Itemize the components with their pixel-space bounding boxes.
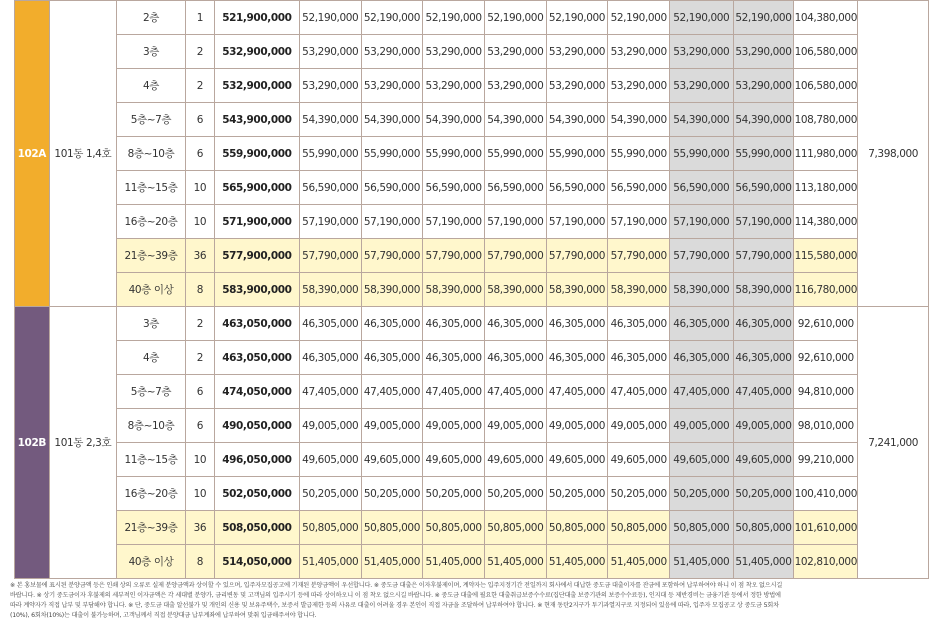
units-cell: 6: [185, 137, 214, 171]
installment-cell: 56,590,000: [733, 171, 794, 205]
installment-cell: 46,305,000: [361, 341, 423, 375]
price-cell: 514,050,000: [214, 545, 299, 579]
floor-cell: 40층 이상: [116, 545, 185, 579]
installment-cell: 46,305,000: [484, 307, 546, 341]
balance-cell: 102,810,000: [794, 545, 858, 579]
installment-cell: 50,205,000: [670, 477, 734, 511]
installment-cell: 49,605,000: [361, 443, 423, 477]
installment-cell: 57,190,000: [608, 205, 670, 239]
installment-cell: 51,405,000: [733, 545, 794, 579]
installment-cell: 56,590,000: [608, 171, 670, 205]
installment-cell: 50,805,000: [670, 511, 734, 545]
installment-cell: 57,190,000: [299, 205, 361, 239]
installment-cell: 57,790,000: [299, 239, 361, 273]
balance-cell: 98,010,000: [794, 409, 858, 443]
price-cell: 577,900,000: [214, 239, 299, 273]
installment-cell: 57,790,000: [733, 239, 794, 273]
installment-cell: 56,590,000: [546, 171, 608, 205]
installment-cell: 52,190,000: [608, 1, 670, 35]
installment-cell: 47,405,000: [733, 375, 794, 409]
installment-cell: 47,405,000: [670, 375, 734, 409]
units-cell: 1: [185, 1, 214, 35]
floor-cell: 3층: [116, 35, 185, 69]
installment-cell: 56,590,000: [670, 171, 734, 205]
price-cell: 502,050,000: [214, 477, 299, 511]
price-table: [14, 0, 929, 579]
installment-cell: 49,005,000: [608, 409, 670, 443]
floor-cell: 5층~7층: [116, 375, 185, 409]
installment-cell: 50,805,000: [546, 511, 608, 545]
dong-cell: 101동 2,3호: [49, 307, 116, 579]
table-row: [15, 205, 929, 239]
installment-cell: 55,990,000: [733, 137, 794, 171]
installment-cell: 55,990,000: [546, 137, 608, 171]
installment-cell: 55,990,000: [484, 137, 546, 171]
installment-cell: 49,005,000: [361, 409, 423, 443]
floor-cell: 21층~39층: [116, 511, 185, 545]
units-cell: 10: [185, 171, 214, 205]
price-cell: 532,900,000: [214, 69, 299, 103]
installment-cell: 54,390,000: [608, 103, 670, 137]
installment-cell: 47,405,000: [484, 375, 546, 409]
installment-cell: 50,205,000: [546, 477, 608, 511]
table-row: [15, 1, 929, 35]
table-row: [15, 341, 929, 375]
installment-cell: 53,290,000: [361, 69, 423, 103]
price-cell: 463,050,000: [214, 307, 299, 341]
units-cell: 36: [185, 511, 214, 545]
installment-cell: 51,405,000: [670, 545, 734, 579]
installment-cell: 57,790,000: [423, 239, 485, 273]
installment-cell: 46,305,000: [546, 341, 608, 375]
installment-cell: 47,405,000: [299, 375, 361, 409]
installment-cell: 55,990,000: [361, 137, 423, 171]
installment-cell: 50,205,000: [733, 477, 794, 511]
table-row: [15, 171, 929, 205]
installment-cell: 57,190,000: [484, 205, 546, 239]
installment-cell: 49,605,000: [670, 443, 734, 477]
units-cell: 2: [185, 35, 214, 69]
table-row: [15, 273, 929, 307]
price-cell: 543,900,000: [214, 103, 299, 137]
installment-cell: 50,805,000: [484, 511, 546, 545]
installment-cell: 57,790,000: [670, 239, 734, 273]
installment-cell: 55,990,000: [423, 137, 485, 171]
balance-cell: 92,610,000: [794, 341, 858, 375]
installment-cell: 51,405,000: [299, 545, 361, 579]
dong-cell: 101동 1,4호: [49, 1, 116, 307]
installment-cell: 46,305,000: [608, 307, 670, 341]
price-cell: 565,900,000: [214, 171, 299, 205]
price-cell: 532,900,000: [214, 35, 299, 69]
installment-cell: 52,190,000: [423, 1, 485, 35]
installment-cell: 46,305,000: [299, 341, 361, 375]
installment-cell: 55,990,000: [299, 137, 361, 171]
table-row: [15, 35, 929, 69]
installment-cell: 56,590,000: [484, 171, 546, 205]
installment-cell: 53,290,000: [423, 35, 485, 69]
installment-cell: 51,405,000: [608, 545, 670, 579]
floor-cell: 21층~39층: [116, 239, 185, 273]
installment-cell: 46,305,000: [733, 307, 794, 341]
installment-cell: 53,290,000: [546, 69, 608, 103]
price-cell: 496,050,000: [214, 443, 299, 477]
units-cell: 6: [185, 375, 214, 409]
floor-cell: 40층 이상: [116, 273, 185, 307]
installment-cell: 52,190,000: [546, 1, 608, 35]
price-cell: 508,050,000: [214, 511, 299, 545]
floor-cell: 11층~15층: [116, 443, 185, 477]
installment-cell: 57,790,000: [608, 239, 670, 273]
installment-cell: 51,405,000: [423, 545, 485, 579]
installment-cell: 55,990,000: [608, 137, 670, 171]
floor-cell: 8층~10층: [116, 137, 185, 171]
installment-cell: 58,390,000: [484, 273, 546, 307]
installment-cell: 49,605,000: [299, 443, 361, 477]
balance-cell: 111,980,000: [794, 137, 858, 171]
installment-cell: 46,305,000: [423, 307, 485, 341]
installment-cell: 49,605,000: [546, 443, 608, 477]
installment-cell: 57,790,000: [484, 239, 546, 273]
installment-cell: 53,290,000: [733, 35, 794, 69]
installment-cell: 49,605,000: [733, 443, 794, 477]
installment-cell: 50,805,000: [299, 511, 361, 545]
installment-cell: 53,290,000: [733, 69, 794, 103]
units-cell: 8: [185, 273, 214, 307]
installment-cell: 49,005,000: [733, 409, 794, 443]
installment-cell: 53,290,000: [546, 35, 608, 69]
table-row: [15, 477, 929, 511]
table-row: [15, 443, 929, 477]
table-row: [15, 137, 929, 171]
balance-cell: 104,380,000: [794, 1, 858, 35]
floor-cell: 11층~15층: [116, 171, 185, 205]
installment-cell: 50,205,000: [423, 477, 485, 511]
installment-cell: 56,590,000: [361, 171, 423, 205]
units-cell: 8: [185, 545, 214, 579]
installment-cell: 53,290,000: [299, 35, 361, 69]
installment-cell: 49,005,000: [299, 409, 361, 443]
floor-cell: 4층: [116, 341, 185, 375]
table-row: [15, 103, 929, 137]
installment-cell: 55,990,000: [670, 137, 734, 171]
installment-cell: 58,390,000: [299, 273, 361, 307]
installment-cell: 54,390,000: [670, 103, 734, 137]
price-cell: 474,050,000: [214, 375, 299, 409]
installment-cell: 52,190,000: [670, 1, 734, 35]
units-cell: 36: [185, 239, 214, 273]
installment-cell: 49,605,000: [608, 443, 670, 477]
installment-cell: 56,590,000: [423, 171, 485, 205]
installment-cell: 50,805,000: [423, 511, 485, 545]
installment-cell: 58,390,000: [423, 273, 485, 307]
balance-cell: 115,580,000: [794, 239, 858, 273]
installment-cell: 54,390,000: [361, 103, 423, 137]
installment-cell: 53,290,000: [608, 69, 670, 103]
installment-cell: 58,390,000: [670, 273, 734, 307]
balance-cell: 99,210,000: [794, 443, 858, 477]
installment-cell: 50,805,000: [733, 511, 794, 545]
balance-cell: 92,610,000: [794, 307, 858, 341]
floor-cell: 16층~20층: [116, 477, 185, 511]
balance-cell: 101,610,000: [794, 511, 858, 545]
floor-cell: 3층: [116, 307, 185, 341]
installment-cell: 52,190,000: [484, 1, 546, 35]
installment-cell: 58,390,000: [361, 273, 423, 307]
installment-cell: 52,190,000: [299, 1, 361, 35]
installment-cell: 47,405,000: [546, 375, 608, 409]
floor-cell: 8층~10층: [116, 409, 185, 443]
balance-cell: 106,580,000: [794, 35, 858, 69]
installment-cell: 57,190,000: [423, 205, 485, 239]
table-row: [15, 375, 929, 409]
balance-cell: 114,380,000: [794, 205, 858, 239]
price-cell: 571,900,000: [214, 205, 299, 239]
installment-cell: 54,390,000: [299, 103, 361, 137]
installment-cell: 57,190,000: [733, 205, 794, 239]
table-row: [15, 409, 929, 443]
installment-cell: 46,305,000: [670, 307, 734, 341]
installment-cell: 54,390,000: [546, 103, 608, 137]
installment-cell: 46,305,000: [608, 341, 670, 375]
balance-cell: 94,810,000: [794, 375, 858, 409]
installment-cell: 53,290,000: [361, 35, 423, 69]
units-cell: 6: [185, 409, 214, 443]
installment-cell: 46,305,000: [484, 341, 546, 375]
installment-cell: 54,390,000: [423, 103, 485, 137]
floor-cell: 5층~7층: [116, 103, 185, 137]
installment-cell: 49,005,000: [670, 409, 734, 443]
installment-cell: 50,205,000: [484, 477, 546, 511]
installment-cell: 47,405,000: [361, 375, 423, 409]
balance-cell: 106,580,000: [794, 69, 858, 103]
price-cell: 521,900,000: [214, 1, 299, 35]
units-cell: 10: [185, 205, 214, 239]
footnote-line: ※ 본 홍보물에 표시된 분양금액 등은 인쇄 상의 오류로 실제 분양금액과 상이할 수 있으며, 입주자모집공고에 기재된 분양금액이 우선합니다. ※ 중도금 대출은 이자후불제이며, 계약자는 입주지정기간 전일까지 회사에서 대납한 중도금 대출이자를 잔금에 포함하여 납부하여야 하니 이 점 착오 없으시길: [10, 582, 783, 589]
installment-cell: 49,605,000: [423, 443, 485, 477]
installment-cell: 58,390,000: [608, 273, 670, 307]
units-cell: 2: [185, 307, 214, 341]
group-balance-cell: 7,241,000: [858, 307, 929, 579]
installment-cell: 57,790,000: [361, 239, 423, 273]
installment-cell: 50,205,000: [608, 477, 670, 511]
footnotes: [10, 581, 920, 621]
installment-cell: 57,190,000: [546, 205, 608, 239]
installment-cell: 50,205,000: [361, 477, 423, 511]
installment-cell: 46,305,000: [423, 341, 485, 375]
installment-cell: 46,305,000: [299, 307, 361, 341]
installment-cell: 53,290,000: [608, 35, 670, 69]
installment-cell: 58,390,000: [546, 273, 608, 307]
installment-cell: 57,190,000: [361, 205, 423, 239]
table-row: [15, 545, 929, 579]
installment-cell: 46,305,000: [361, 307, 423, 341]
installment-cell: 53,290,000: [484, 69, 546, 103]
units-cell: 6: [185, 103, 214, 137]
installment-cell: 58,390,000: [733, 273, 794, 307]
balance-cell: 100,410,000: [794, 477, 858, 511]
installment-cell: 54,390,000: [484, 103, 546, 137]
installment-cell: 53,290,000: [423, 69, 485, 103]
floor-cell: 16층~20층: [116, 205, 185, 239]
installment-cell: 46,305,000: [733, 341, 794, 375]
installment-cell: 47,405,000: [608, 375, 670, 409]
installment-cell: 53,290,000: [484, 35, 546, 69]
price-cell: 583,900,000: [214, 273, 299, 307]
installment-cell: 52,190,000: [733, 1, 794, 35]
installment-cell: 52,190,000: [361, 1, 423, 35]
unit-type-cell: 102B: [15, 307, 50, 579]
installment-cell: 46,305,000: [546, 307, 608, 341]
footnote-line: 따라 계약자가 직접 납부 및 부담해야 합니다. ※ 단, 중도금 대출 알선불가 및 개인의 신용 및 보유주택수, 보증서 발급제한 등의 사유로 대출이 어려울 경우 본인이 직접 자금을 조달하여 납부하여야 합니다. ※ 현재 동탄2지구가 투기과열지구로 지정되어 있음에 따라, 입주자 모집공고 상 중도금 5회차: [10, 602, 779, 609]
footnote-line: (10%), 6회차(10%)는 대출이 불가능하며, 고객님께서 직접 분양대금 납부계좌에 납부하여 맞춰 입금해주셔야 합니다.: [10, 612, 317, 619]
balance-cell: 113,180,000: [794, 171, 858, 205]
installment-cell: 49,005,000: [546, 409, 608, 443]
unit-type-cell: 102A: [15, 1, 50, 307]
installment-cell: 57,790,000: [546, 239, 608, 273]
installment-cell: 53,290,000: [299, 69, 361, 103]
installment-cell: 51,405,000: [484, 545, 546, 579]
floor-cell: 2층: [116, 1, 185, 35]
installment-cell: 46,305,000: [670, 341, 734, 375]
installment-cell: 51,405,000: [361, 545, 423, 579]
price-cell: 559,900,000: [214, 137, 299, 171]
installment-cell: 51,405,000: [546, 545, 608, 579]
units-cell: 10: [185, 477, 214, 511]
balance-cell: 108,780,000: [794, 103, 858, 137]
installment-cell: 49,005,000: [484, 409, 546, 443]
installment-cell: 49,005,000: [423, 409, 485, 443]
table-row: [15, 511, 929, 545]
units-cell: 10: [185, 443, 214, 477]
installment-cell: 47,405,000: [423, 375, 485, 409]
installment-cell: 49,605,000: [484, 443, 546, 477]
table-row: [15, 69, 929, 103]
units-cell: 2: [185, 341, 214, 375]
installment-cell: 50,805,000: [361, 511, 423, 545]
balance-cell: 116,780,000: [794, 273, 858, 307]
price-cell: 463,050,000: [214, 341, 299, 375]
floor-cell: 4층: [116, 69, 185, 103]
installment-cell: 54,390,000: [733, 103, 794, 137]
installment-cell: 53,290,000: [670, 35, 734, 69]
units-cell: 2: [185, 69, 214, 103]
installment-cell: 50,205,000: [299, 477, 361, 511]
installment-cell: 50,805,000: [608, 511, 670, 545]
table-row: [15, 239, 929, 273]
price-cell: 490,050,000: [214, 409, 299, 443]
installment-cell: 53,290,000: [670, 69, 734, 103]
group-balance-cell: 7,398,000: [858, 1, 929, 307]
installment-cell: 56,590,000: [299, 171, 361, 205]
footnote-line: 바랍니다. ※ 상기 중도금이자 후불제의 세부적인 이자금액은 각 세대별 분양가, 금리변동 및 고객님의 입주시기 등에 따라 상이하오니 이 점 착오 없으시길 바랍니다. ※ 중도금 대출에 필요한 대출취급보증수수료(집단대출 보증기관의 보증수수료등), 인지대 등 제반경비는 금융기관 등에서 정한 방법에: [10, 592, 781, 599]
installment-cell: 57,190,000: [670, 205, 734, 239]
table-row: [15, 307, 929, 341]
